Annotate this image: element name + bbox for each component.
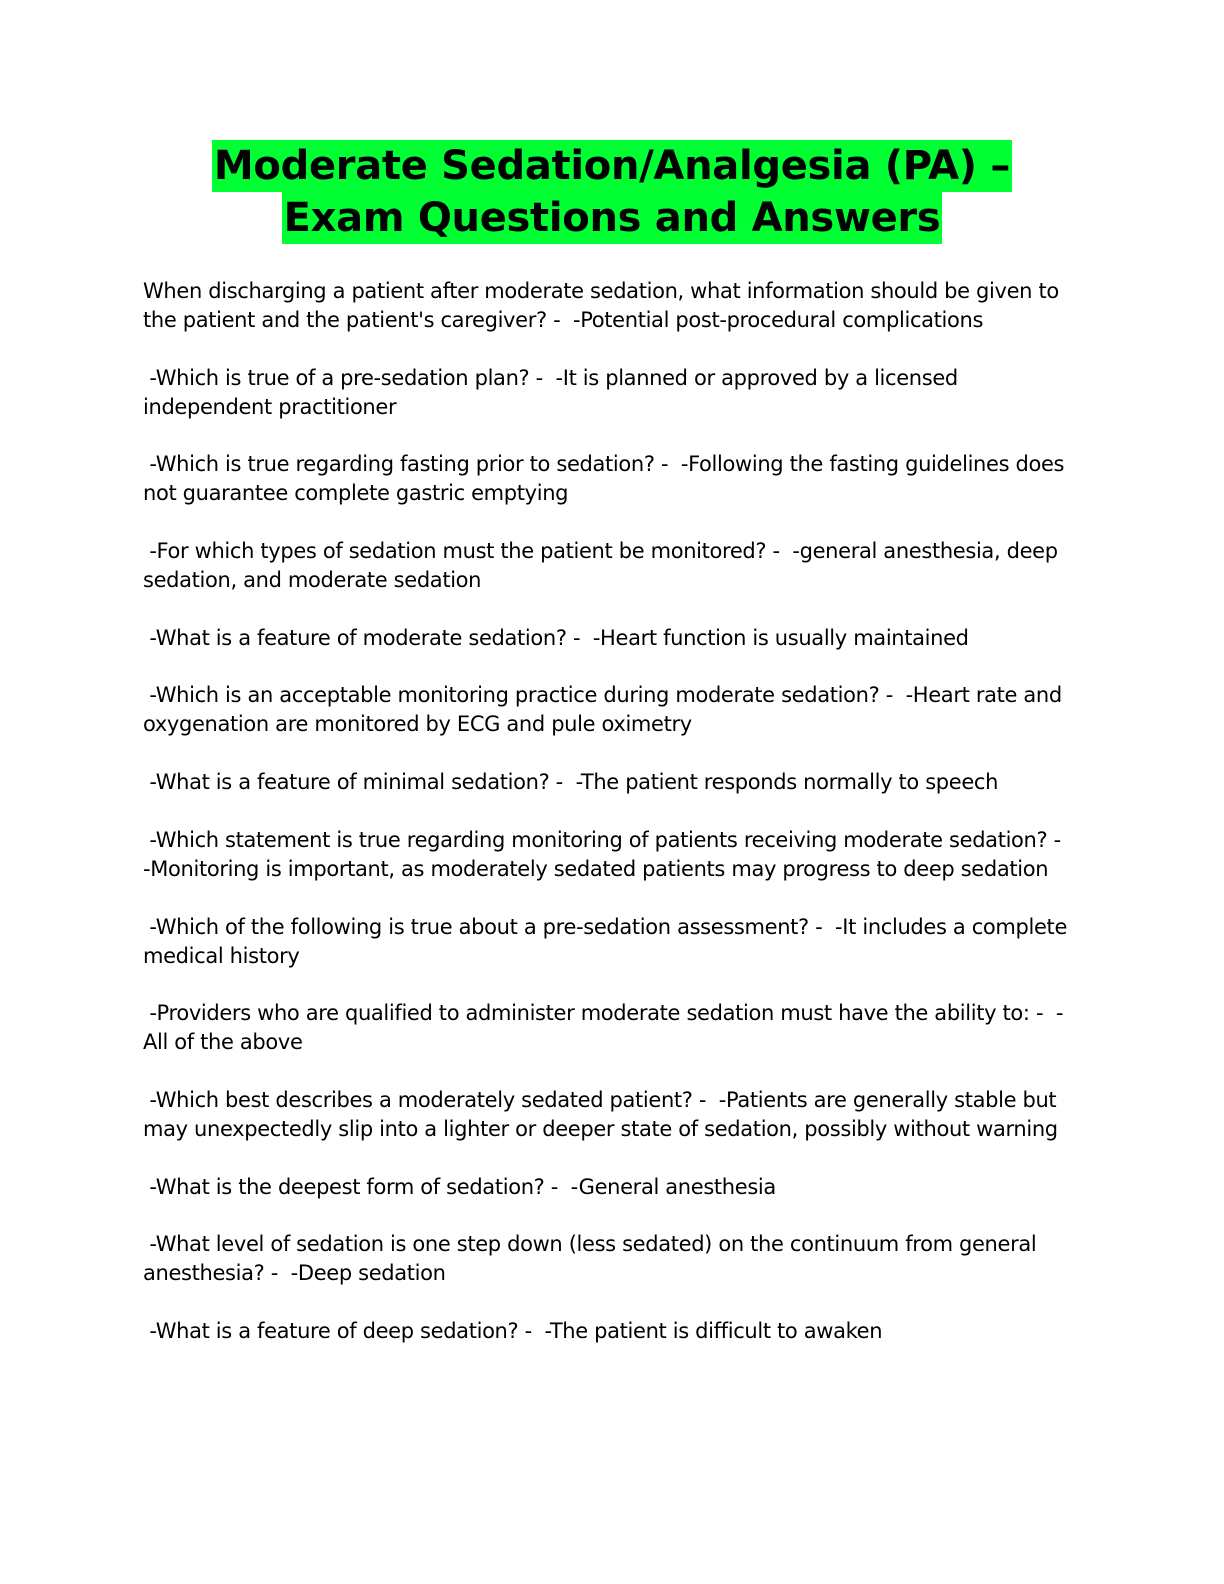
qa-item: -What is a feature of minimal sedation? - -The patient responds normally to speech: [143, 770, 999, 795]
title-line-2: Exam Questions and Answers: [282, 192, 943, 244]
qa-list: [143, 277, 1079, 1375]
qa-item: -What level of sedation is one step down (less sedated) on the continuum from general anesthesia? - -Deep sedation: [143, 1232, 1043, 1286]
qa-item: -Which is true of a pre-sedation plan? - -It is planned or approved by a licensed independent practitioner: [143, 365, 965, 419]
qa-item: -Which statement is true regarding monitoring of patients receiving moderate sedation? - -Monitoring is important, as moderately sedated patients may progress to deep sedation: [143, 827, 1074, 881]
qa-item: -Which is an acceptable monitoring practice during moderate sedation? - -Heart rate and oxygenation are monitored by ECG and pule oximetry: [143, 683, 1069, 737]
qa-item: -What is a feature of moderate sedation? - -Heart function is usually maintained: [143, 625, 969, 650]
qa-item: -Which best describes a moderately sedated patient? - -Patients are generally stable but may unexpectedly slip into a lighter or deeper state of sedation, possibly without warning: [143, 1087, 1063, 1141]
document-title: [0, 140, 1224, 244]
qa-item: -What is a feature of deep sedation? - -The patient is difficult to awaken: [143, 1318, 883, 1343]
qa-item: When discharging a patient after moderate sedation, what information should be given to the patient and the patient's caregiver? - -Potential post-procedural complications: [143, 279, 1066, 332]
title-line-1: Moderate Sedation/Analgesia (PA) –: [212, 140, 1012, 192]
qa-item: -Which is true regarding fasting prior to sedation? - -Following the fasting guidelines does not guarantee complete gastric emptying: [143, 452, 1071, 506]
qa-item: -What is the deepest form of sedation? - -General anesthesia: [143, 1174, 776, 1199]
qa-item: -Which of the following is true about a pre-sedation assessment? - -It includes a complete medical history: [143, 914, 1074, 968]
qa-item: -For which types of sedation must the patient be monitored? - -general anesthesia, deep sedation, and moderate sedation: [143, 539, 1065, 593]
qa-item: -Providers who are qualified to administer moderate sedation must have the ability to: - -All of the above: [143, 1001, 1064, 1055]
